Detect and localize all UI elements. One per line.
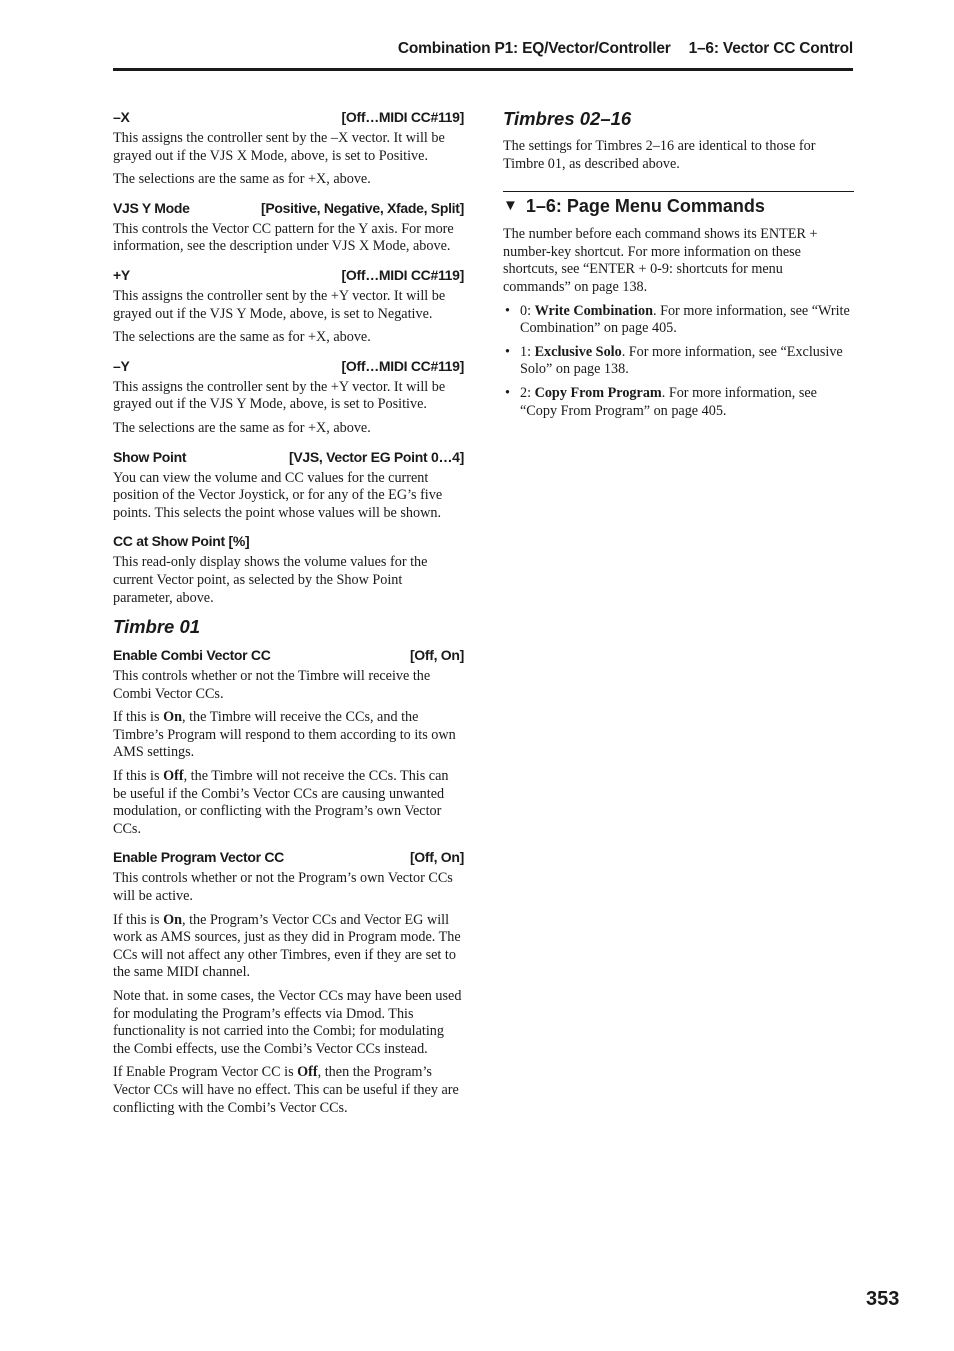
header-section: Combination P1: EQ/Vector/Controller xyxy=(397,40,671,57)
paragraph: This assigns the controller sent by the –X vector. It will be grayed out if the VJS X Mode, above, is set to Positive. xyxy=(113,130,445,164)
paragraph: This read-only display shows the volume values for the current Vector point, as selected by the Show Point parameter, above. xyxy=(113,554,428,606)
heading-text: 1–6: Page Menu Commands xyxy=(525,196,765,217)
page-menu-heading xyxy=(503,191,854,218)
paragraph: This assigns the controller sent by the +Y vector. It will be grayed out if the VJS Y Mode, above, is set to Positive. xyxy=(113,378,446,413)
section-title-timbres: Timbres 02–16 xyxy=(503,108,632,129)
param-range: [Positive, Negative, Xfade, Split] xyxy=(261,199,464,216)
right-column xyxy=(503,108,854,426)
param-minus-y xyxy=(113,357,464,375)
left-column xyxy=(113,108,464,1123)
param-range: [VJS, Vector EG Point 0…4] xyxy=(288,448,464,465)
bullet-icon: • xyxy=(505,384,510,401)
triangle-down-icon: ▼ xyxy=(503,197,518,215)
header-page: 1–6: Vector CC Control xyxy=(688,40,853,57)
paragraph: You can view the volume and CC values for the current position of the Vector Joystick, or for any of the EG’s five points. This selects the point whose values will be shown. xyxy=(113,469,443,521)
param-name: –X xyxy=(113,109,130,125)
param-name: CC at Show Point [%] xyxy=(113,533,250,550)
section-title-timbre01: Timbre 01 xyxy=(113,616,201,638)
paragraph: This controls the Vector CC pattern for the Y axis. For more information, see the description under VJS X Mode, above. xyxy=(113,220,454,255)
param-plus-y xyxy=(113,266,464,284)
param-name: VJS Y Mode xyxy=(113,199,190,216)
bullet-icon: • xyxy=(505,343,510,360)
param-name: –Y xyxy=(113,357,130,374)
paragraph: This assigns the controller sent by the +Y vector. It will be grayed out if the VJS Y Mode, above, is set to Negative. xyxy=(113,287,446,322)
param-enable-program-vector-cc xyxy=(113,848,464,866)
paragraph: The number before each command shows its ENTER + number-key shortcut. For more information on these shortcuts, see “ENTER + 0-9: shortcuts for menu commands” on page 138. xyxy=(503,226,818,295)
paragraph: The selections are the same as for +X, above. xyxy=(113,171,371,188)
param-cc-at-show-point xyxy=(113,532,464,550)
paragraph: The selections are the same as for +X, above. xyxy=(113,329,371,346)
param-minus-x xyxy=(113,108,464,126)
param-show-point xyxy=(113,448,464,466)
running-header xyxy=(113,40,853,71)
paragraph: Note that. in some cases, the Vector CCs may have been used for modulating the Program’s effects via Dmod. This functionality is not carried into the Combi; for modulating the Combi effects, use the Combi’s Vector CCs instead. xyxy=(113,988,462,1057)
list-item: • 1: Exclusive Solo. For more information, see “Exclusive Solo” on page 138. xyxy=(505,343,843,378)
param-enable-combi-vector-cc xyxy=(113,646,464,664)
param-range: [Off…MIDI CC#119] xyxy=(341,357,464,374)
list-item: • 0: Write Combination. For more information, see “Write Combination” on page 405. xyxy=(505,302,850,337)
paragraph: This controls whether or not the Timbre will receive the Combi Vector CCs. xyxy=(113,668,431,702)
paragraph: If this is On, the Timbre will receive the CCs, and the Timbre’s Program will respond to them according to its own AMS settings. xyxy=(113,709,456,761)
list-item: • 2: Copy From Program. For more information, see “Copy From Program” on page 405. xyxy=(505,384,817,419)
param-range: [Off, On] xyxy=(409,647,464,664)
param-range: [Off…MIDI CC#119] xyxy=(341,109,464,125)
param-name: Show Point xyxy=(113,448,187,465)
param-range: [Off, On] xyxy=(409,849,464,866)
param-name: Enable Combi Vector CC xyxy=(113,647,271,664)
menu-command-list xyxy=(503,303,854,421)
paragraph: If this is Off, the Timbre will not receive the CCs. This can be useful if the Combi’s Vector CCs are causing unwanted modulation, or conflicting with the Program’s own Vector CCs. xyxy=(113,768,449,837)
paragraph: The settings for Timbres 2–16 are identical to those for Timbre 01, as described above. xyxy=(503,138,816,172)
paragraph: If this is On, the Program’s Vector CCs and Vector EG will work as AMS sources, just as they did in Program mode. The CCs will not affect any other Timbres, even if they are set to the same MIDI channel. xyxy=(113,911,461,981)
paragraph: This controls whether or not the Program’s own Vector CCs will be active. xyxy=(113,870,453,905)
param-name: Enable Program Vector CC xyxy=(113,849,284,866)
param-name: +Y xyxy=(113,266,130,283)
paragraph: The selections are the same as for +X, above. xyxy=(113,419,371,436)
page-number: 353 xyxy=(866,1288,900,1310)
param-range: [Off…MIDI CC#119] xyxy=(341,266,464,283)
bullet-icon: • xyxy=(505,302,510,319)
param-vjs-y-mode xyxy=(113,199,464,217)
paragraph: If Enable Program Vector CC is Off, then the Program’s Vector CCs will have no effect. This can be useful if they are conflicting with the Combi’s Vector CCs. xyxy=(113,1064,459,1116)
